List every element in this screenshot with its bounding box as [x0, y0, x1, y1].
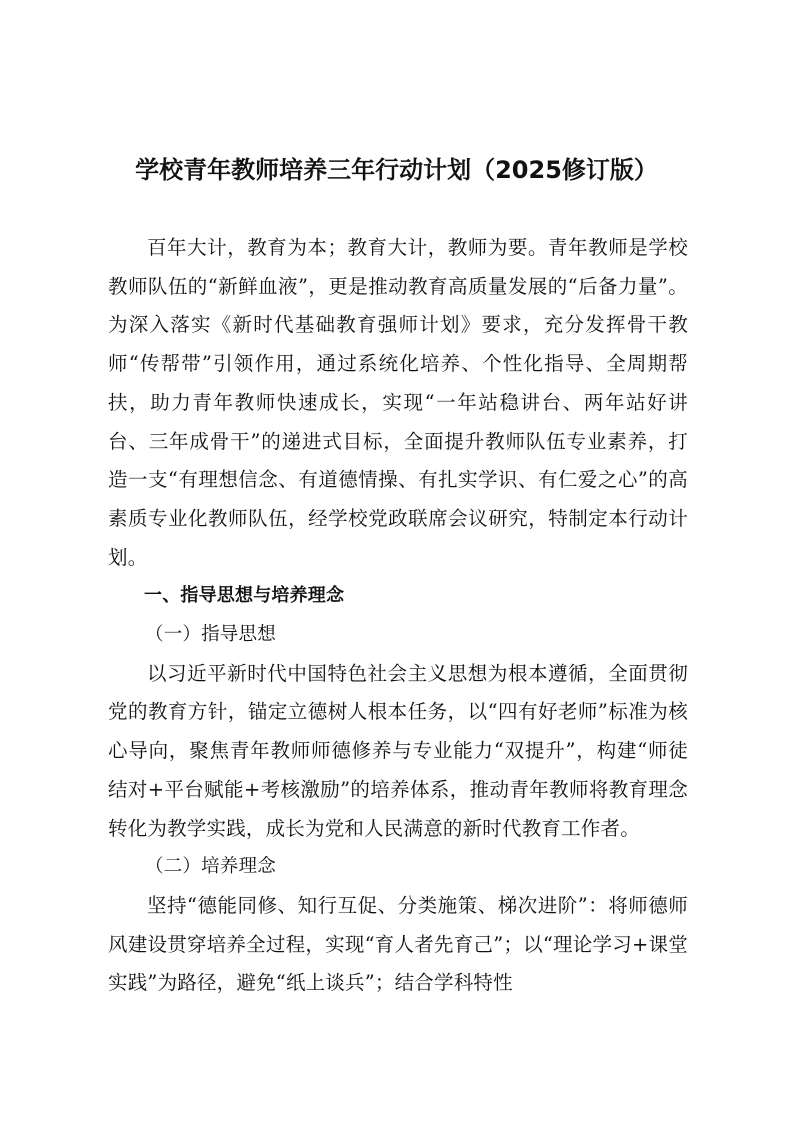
training-philosophy-paragraph: 坚持“德能同修、知行互促、分类施策、梯次进阶”：将师德师风建设贯穿培养全过程，实现“育人者先育己”；以“理论学习+课堂实践”为路径，避免“纸上谈兵”；结合学科特性: [108, 893, 688, 995]
subsection-heading-2: （二）培养理念: [145, 856, 276, 878]
guiding-thought-paragraph: 以习近平新时代中国特色社会主义思想为根本遵循，全面贯彻党的教育方针，锚定立德树人根本任务，以“四有好老师”标准为核心导向，聚焦青年教师师德修养与专业能力“双提升”，构建“师徒结对+平台赋能+考核激励”的培养体系，推动青年教师将教育理念转化为教学实践，成长为党和人民满意的新时代教育工作者。: [108, 661, 688, 840]
document-title: 学校青年教师培养三年行动计划（2025修订版）: [135, 156, 658, 184]
section-heading-1: 一、指导思想与培养理念: [144, 585, 345, 607]
subsection-heading-1: （一）指导思想: [145, 624, 276, 646]
document-body: [108, 229, 688, 1003]
intro-paragraph: 百年大计，教育为本；教育大计，教师为要。青年教师是学校教师队伍的“新鲜血液”，更是推动教育高质量发展的“后备力量”。为深入落实《新时代基础教育强师计划》要求，充分发挥骨干教师“传帮带”引领作用，通过系统化培养、个性化指导、全周期帮扶，助力青年教师快速成长，实现“一年站稳讲台、两年站好讲台、三年成骨干”的递进式目标，全面提升教师队伍专业素养，打造一支“有理想信念、有道德情操、有扎实学识、有仁爱之心”的高素质专业化教师队伍，经学校党政联席会议研究，特制定本行动计划。: [108, 236, 688, 569]
